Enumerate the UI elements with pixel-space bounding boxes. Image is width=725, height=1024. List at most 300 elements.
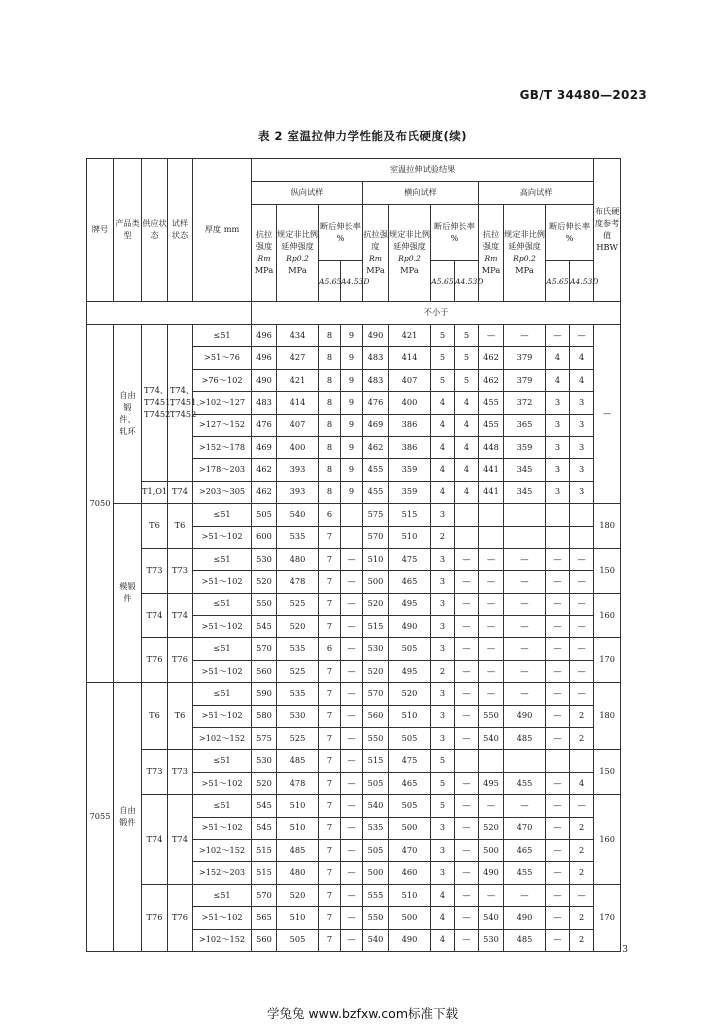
cell-a565-s [546, 526, 570, 548]
cell-rp-t: 470 [389, 839, 431, 861]
cell-rm-s: 448 [479, 436, 504, 458]
cell-rm-s: 530 [479, 929, 504, 951]
header-elong-s: 断后伸长率 % [546, 205, 594, 261]
cell-a453-t [455, 750, 479, 772]
cell-a453-t: 4 [455, 436, 479, 458]
cell-rm-l: 496 [252, 325, 277, 347]
cell-rp-l: 540 [277, 504, 319, 526]
cell-thickness: ≤51 [193, 548, 252, 570]
cell-a565-s: — [546, 907, 570, 929]
cell-rm-l: 520 [252, 772, 277, 794]
header-rp-s [504, 205, 546, 302]
header-rm-t [363, 205, 389, 302]
cell-a453-l: — [341, 593, 363, 615]
cell-thickness: >51～102 [193, 772, 252, 794]
cell-thickness: >51～102 [193, 817, 252, 839]
cell-rm-l: 476 [252, 414, 277, 436]
cell-a565-l: 7 [319, 884, 341, 906]
cell-rp-l: 535 [277, 638, 319, 660]
cell-a565-s: — [546, 660, 570, 682]
cell-a453-t: — [455, 817, 479, 839]
cell-rp-s: 379 [504, 369, 546, 391]
cell-a565-s [546, 504, 570, 526]
cell-rm-s: 462 [479, 369, 504, 391]
cell-thickness: ≤51 [193, 504, 252, 526]
cell-rm-t: 510 [363, 548, 389, 570]
cell-thickness: ≤51 [193, 593, 252, 615]
watermark: 学兔兔 www.bzfxw.com标准下载 [266, 1006, 458, 1021]
cell-rp-s: — [504, 571, 546, 593]
cell-rm-l: 483 [252, 392, 277, 414]
cell-a565-s: 4 [546, 369, 570, 391]
cell-a453-l: 9 [341, 459, 363, 481]
cell-a565-t: 5 [431, 772, 455, 794]
cell-a565-l: 8 [319, 436, 341, 458]
cell-rp-s: 379 [504, 347, 546, 369]
cell-a565-t: 3 [431, 638, 455, 660]
specimen-t76a: T76 [168, 638, 193, 683]
cell-a565-l: 8 [319, 459, 341, 481]
cell-rp-l: 510 [277, 817, 319, 839]
cell-rp-l: 478 [277, 571, 319, 593]
header-thickness: 厚度 mm [193, 159, 252, 302]
header-a565-s: A5.65 [546, 261, 570, 302]
cell-rp-t: 500 [389, 907, 431, 929]
rp-symbol: Rp0.2 [398, 254, 421, 263]
cell-rm-l: 462 [252, 459, 277, 481]
cell-a453-s: — [570, 795, 594, 817]
cell-a565-s: — [546, 929, 570, 951]
cell-rm-s: — [479, 683, 504, 705]
cell-rp-l: 520 [277, 616, 319, 638]
cell-a453-l: — [341, 795, 363, 817]
cell-thickness: >51～102 [193, 907, 252, 929]
cell-thickness: >178～203 [193, 459, 252, 481]
cell-a565-l: 7 [319, 772, 341, 794]
cell-rp-t: 490 [389, 616, 431, 638]
cell-a565-s: — [546, 705, 570, 727]
cell-rm-s: 540 [479, 728, 504, 750]
cell-a565-s [546, 750, 570, 772]
grade-7050: 7050 [87, 325, 114, 683]
cell-rp-s: — [504, 683, 546, 705]
table-row [87, 750, 621, 772]
cell-rm-t: 490 [363, 325, 389, 347]
cell-a453-l: — [341, 638, 363, 660]
cell-a453-t: — [455, 772, 479, 794]
cell-a565-t: 5 [431, 325, 455, 347]
cell-rm-t: 500 [363, 571, 389, 593]
cell-a565-l: 7 [319, 526, 341, 548]
cell-rp-t: 500 [389, 817, 431, 839]
cell-thickness: ≤51 [193, 638, 252, 660]
cell-a453-t: — [455, 795, 479, 817]
cell-rp-l: 505 [277, 929, 319, 951]
cell-a565-l: 7 [319, 548, 341, 570]
cell-a453-t: — [455, 683, 479, 705]
header-a565-t: A5.65 [431, 261, 455, 302]
cell-a565-s: 3 [546, 392, 570, 414]
cell-thickness: >51～102 [193, 571, 252, 593]
cell-a565-t: 3 [431, 839, 455, 861]
cell-a565-s: — [546, 571, 570, 593]
specimen-t6b: T6 [168, 683, 193, 750]
cell-rp-s: 455 [504, 862, 546, 884]
header-supply-state: 供应状态 [142, 159, 168, 302]
cell-a453-s: — [570, 660, 594, 682]
cell-rp-t: 505 [389, 728, 431, 750]
hardness-ring: — [594, 325, 621, 504]
hardness-t74b: 160 [594, 795, 621, 885]
hardness-t73b: 150 [594, 750, 621, 795]
rp-symbol: Rp0.2 [286, 254, 309, 263]
cell-a565-t: 4 [431, 392, 455, 414]
cell-a453-s: — [570, 884, 594, 906]
cell-rp-l: 535 [277, 526, 319, 548]
cell-thickness: >51～76 [193, 347, 252, 369]
cell-a453-l: — [341, 884, 363, 906]
cell-rm-s: — [479, 795, 504, 817]
cell-rm-l: 530 [252, 548, 277, 570]
cell-a453-t: — [455, 728, 479, 750]
cell-rm-t: 505 [363, 772, 389, 794]
cell-rm-l: 520 [252, 571, 277, 593]
cell-rm-l: 590 [252, 683, 277, 705]
cell-rp-s: 485 [504, 728, 546, 750]
cell-rp-t: 510 [389, 705, 431, 727]
header-elong-l: 断后伸长率 % [319, 205, 363, 261]
cell-thickness: >76～102 [193, 369, 252, 391]
cell-a453-s: — [570, 548, 594, 570]
cell-a565-l: 7 [319, 571, 341, 593]
hardness-t73a: 150 [594, 548, 621, 593]
cell-a565-l: 7 [319, 616, 341, 638]
cell-a453-s: 4 [570, 772, 594, 794]
cell-rm-l: 600 [252, 526, 277, 548]
rp-unit: MPa [288, 264, 307, 275]
cell-a565-l: 8 [319, 481, 341, 503]
supply-t6a: T6 [142, 504, 168, 549]
cell-thickness: >102～152 [193, 839, 252, 861]
cell-rm-l: 570 [252, 884, 277, 906]
supply-t73b: T73 [142, 750, 168, 795]
cell-a453-s [570, 526, 594, 548]
cell-rp-t: 407 [389, 369, 431, 391]
cell-thickness: >51～102 [193, 705, 252, 727]
header-a453-l: A4.53D [341, 261, 363, 302]
cell-rm-s: — [479, 660, 504, 682]
header-rm-l [252, 205, 277, 302]
cell-a565-t: 3 [431, 683, 455, 705]
cell-rp-s: — [504, 325, 546, 347]
cell-rm-t: 455 [363, 459, 389, 481]
header-longitudinal: 纵向试样 [252, 182, 363, 205]
cell-rp-s: 455 [504, 772, 546, 794]
cell-rp-t: 421 [389, 325, 431, 347]
cell-rm-t: 540 [363, 795, 389, 817]
cell-a453-l: — [341, 862, 363, 884]
cell-rp-l: 478 [277, 772, 319, 794]
rm-unit: MPa [366, 264, 385, 275]
cell-rm-l: 550 [252, 593, 277, 615]
rm-unit: MPa [481, 264, 501, 275]
cell-rp-l: 510 [277, 907, 319, 929]
specimen-t76b: T76 [168, 884, 193, 951]
cell-a565-t: 3 [431, 548, 455, 570]
hardness-t76a: 170 [594, 638, 621, 683]
standard-number: GB/T 34480—2023 [519, 88, 647, 102]
cell-a565-l: 8 [319, 369, 341, 391]
cell-a565-t: 5 [431, 795, 455, 817]
cell-a565-t: 3 [431, 817, 455, 839]
cell-rp-l: 480 [277, 548, 319, 570]
table-row [87, 683, 621, 705]
cell-rm-t: 500 [363, 862, 389, 884]
product-free: 自由锻件 [114, 683, 142, 952]
cell-thickness: >203～305 [193, 481, 252, 503]
cell-rm-l: 545 [252, 817, 277, 839]
specimen-t73b: T73 [168, 750, 193, 795]
grade-7055: 7055 [87, 683, 114, 952]
cell-a453-s: 3 [570, 481, 594, 503]
header-product-type: 产品类型 [114, 159, 142, 302]
cell-a565-s: — [546, 839, 570, 861]
cell-rp-l: 393 [277, 459, 319, 481]
supply-t74a: T74 [142, 593, 168, 638]
cell-a453-l: — [341, 728, 363, 750]
cell-thickness: ≤51 [193, 750, 252, 772]
cell-rp-l: 525 [277, 593, 319, 615]
cell-rm-s: 550 [479, 705, 504, 727]
cell-a565-t: 4 [431, 884, 455, 906]
specimen-t73a: T73 [168, 548, 193, 593]
cell-a453-s: 2 [570, 862, 594, 884]
cell-a453-t: — [455, 929, 479, 951]
cell-a453-t [455, 526, 479, 548]
cell-rp-t: 386 [389, 436, 431, 458]
cell-a565-s: — [546, 772, 570, 794]
cell-a453-l: 9 [341, 392, 363, 414]
cell-thickness: >102～127 [193, 392, 252, 414]
cell-rp-l: 414 [277, 392, 319, 414]
cell-a565-s: — [546, 884, 570, 906]
cell-a453-s: — [570, 325, 594, 347]
cell-a565-t: 4 [431, 459, 455, 481]
table-caption: 表 2 室温拉伸力学性能及布氏硬度(续) [257, 129, 468, 143]
header-specimen-state: 试样状态 [168, 159, 193, 302]
header-transverse: 横向试样 [363, 182, 479, 205]
cell-a453-s: 2 [570, 839, 594, 861]
cell-a565-s: — [546, 638, 570, 660]
cell-a453-l: 9 [341, 414, 363, 436]
cell-a565-s: 3 [546, 436, 570, 458]
cell-a565-l: 6 [319, 504, 341, 526]
cell-rp-l: 427 [277, 347, 319, 369]
cell-rm-s: — [479, 593, 504, 615]
cell-a453-t: 5 [455, 325, 479, 347]
cell-a565-t: 3 [431, 705, 455, 727]
table-row [87, 795, 621, 817]
table-row [87, 548, 621, 570]
cell-a565-s: 4 [546, 347, 570, 369]
cell-a453-t: — [455, 638, 479, 660]
cell-a453-l: 9 [341, 369, 363, 391]
cell-rm-t: 560 [363, 705, 389, 727]
cell-rp-t: 359 [389, 481, 431, 503]
cell-rp-l: 485 [277, 750, 319, 772]
rm-label: 抗拉强度 [482, 229, 500, 252]
cell-rm-l: 560 [252, 929, 277, 951]
cell-a453-l: 9 [341, 436, 363, 458]
cell-thickness: >102～152 [193, 728, 252, 750]
cell-a565-l: 7 [319, 660, 341, 682]
product-ring: 自由锻件、轧环 [114, 325, 142, 504]
cell-rp-s: 470 [504, 817, 546, 839]
specimen-t74b: T74 [168, 795, 193, 885]
cell-rp-t: 414 [389, 347, 431, 369]
cell-rm-l: 560 [252, 660, 277, 682]
cell-rm-t: 550 [363, 728, 389, 750]
cell-rm-s [479, 750, 504, 772]
cell-a453-l: — [341, 683, 363, 705]
cell-rp-t: 359 [389, 459, 431, 481]
table-row [87, 325, 621, 347]
header-short-transverse: 高向试样 [479, 182, 594, 205]
supply-t76b: T76 [142, 884, 168, 951]
cell-a453-t: — [455, 548, 479, 570]
cell-a453-t: 4 [455, 481, 479, 503]
table-row [87, 884, 621, 906]
cell-a453-l: — [341, 660, 363, 682]
cell-rm-l: 565 [252, 907, 277, 929]
cell-rp-t: 465 [389, 571, 431, 593]
supply-t74b: T74 [142, 795, 168, 885]
cell-a453-l: 9 [341, 347, 363, 369]
cell-a565-l: 7 [319, 593, 341, 615]
cell-rp-s [504, 504, 546, 526]
header-rm-s [479, 205, 504, 302]
cell-rp-s: — [504, 884, 546, 906]
cell-a565-s: — [546, 817, 570, 839]
cell-a453-t: 4 [455, 392, 479, 414]
cell-a453-t: — [455, 705, 479, 727]
cell-rm-s: 520 [479, 817, 504, 839]
cell-thickness: ≤51 [193, 683, 252, 705]
cell-a565-t: 4 [431, 929, 455, 951]
cell-a453-t: — [455, 907, 479, 929]
cell-a565-l: 7 [319, 907, 341, 929]
cell-a453-t: — [455, 884, 479, 906]
table-row [87, 638, 621, 660]
cell-rm-t: 520 [363, 660, 389, 682]
specimen-t6a: T6 [168, 504, 193, 549]
cell-rp-t: 475 [389, 548, 431, 570]
cell-rm-s: — [479, 571, 504, 593]
cell-thickness: >51～102 [193, 616, 252, 638]
cell-a453-l: — [341, 839, 363, 861]
cell-rp-t: 510 [389, 526, 431, 548]
cell-rm-s: 495 [479, 772, 504, 794]
rm-symbol: Rm [484, 254, 498, 263]
cell-a565-t: 3 [431, 504, 455, 526]
cell-rm-l: 505 [252, 504, 277, 526]
cell-rm-s: 540 [479, 907, 504, 929]
cell-a453-t: — [455, 660, 479, 682]
cell-a453-t: 4 [455, 459, 479, 481]
cell-rp-l: 525 [277, 660, 319, 682]
cell-thickness: >127～152 [193, 414, 252, 436]
cell-a453-s: 3 [570, 436, 594, 458]
cell-a565-t: 4 [431, 436, 455, 458]
hardness-t76b: 170 [594, 884, 621, 951]
cell-rm-s: 462 [479, 347, 504, 369]
cell-rm-t: 555 [363, 884, 389, 906]
cell-a565-l: 8 [319, 325, 341, 347]
cell-a453-s: — [570, 683, 594, 705]
specimen-t1o1: T74 [168, 481, 193, 503]
cell-a453-l: 9 [341, 325, 363, 347]
cell-rm-s: — [479, 884, 504, 906]
cell-a453-t: 4 [455, 414, 479, 436]
cell-a565-t: 3 [431, 571, 455, 593]
cell-a565-s: 3 [546, 459, 570, 481]
page-number: 3 [622, 945, 628, 955]
cell-rm-t: 570 [363, 683, 389, 705]
header-minimum: 不小于 [252, 302, 621, 325]
cell-rp-t: 490 [389, 929, 431, 951]
cell-a565-t: 4 [431, 907, 455, 929]
header-elong-t: 断后伸长率 % [431, 205, 479, 261]
cell-a565-l: 7 [319, 929, 341, 951]
cell-rm-l: 580 [252, 705, 277, 727]
cell-rp-l: 525 [277, 728, 319, 750]
rm-label: 抗拉强度 [363, 229, 388, 252]
specimen-t74a: T74 [168, 593, 193, 638]
cell-rm-s: 500 [479, 839, 504, 861]
cell-a565-l: 7 [319, 795, 341, 817]
header-hardness: 布氏硬度参考值 HBW [594, 159, 621, 302]
cell-rp-t: 475 [389, 750, 431, 772]
cell-a565-l: 7 [319, 839, 341, 861]
cell-rp-t: 400 [389, 392, 431, 414]
cell-a565-t: 3 [431, 593, 455, 615]
cell-a565-l: 7 [319, 705, 341, 727]
hardness-t6b: 180 [594, 683, 621, 750]
rm-symbol: Rm [369, 254, 382, 263]
cell-rm-t: 483 [363, 369, 389, 391]
cell-rm-t: 515 [363, 616, 389, 638]
cell-rp-t: 515 [389, 504, 431, 526]
cell-a565-l: 7 [319, 683, 341, 705]
cell-a453-s: 3 [570, 414, 594, 436]
cell-rp-s: 359 [504, 436, 546, 458]
cell-rp-l: 485 [277, 839, 319, 861]
cell-rp-l: 434 [277, 325, 319, 347]
cell-thickness: >152～178 [193, 436, 252, 458]
cell-a565-t: 5 [431, 369, 455, 391]
supply-t6b: T6 [142, 683, 168, 750]
cell-a453-s [570, 750, 594, 772]
cell-rp-l: 393 [277, 481, 319, 503]
rp-symbol: Rp0.2 [513, 254, 536, 263]
cell-rp-t: 520 [389, 683, 431, 705]
cell-a453-s [570, 504, 594, 526]
cell-a565-s: — [546, 683, 570, 705]
cell-rm-s: 490 [479, 862, 504, 884]
cell-a453-l: — [341, 750, 363, 772]
cell-thickness: >152～203 [193, 862, 252, 884]
cell-a453-t: — [455, 616, 479, 638]
